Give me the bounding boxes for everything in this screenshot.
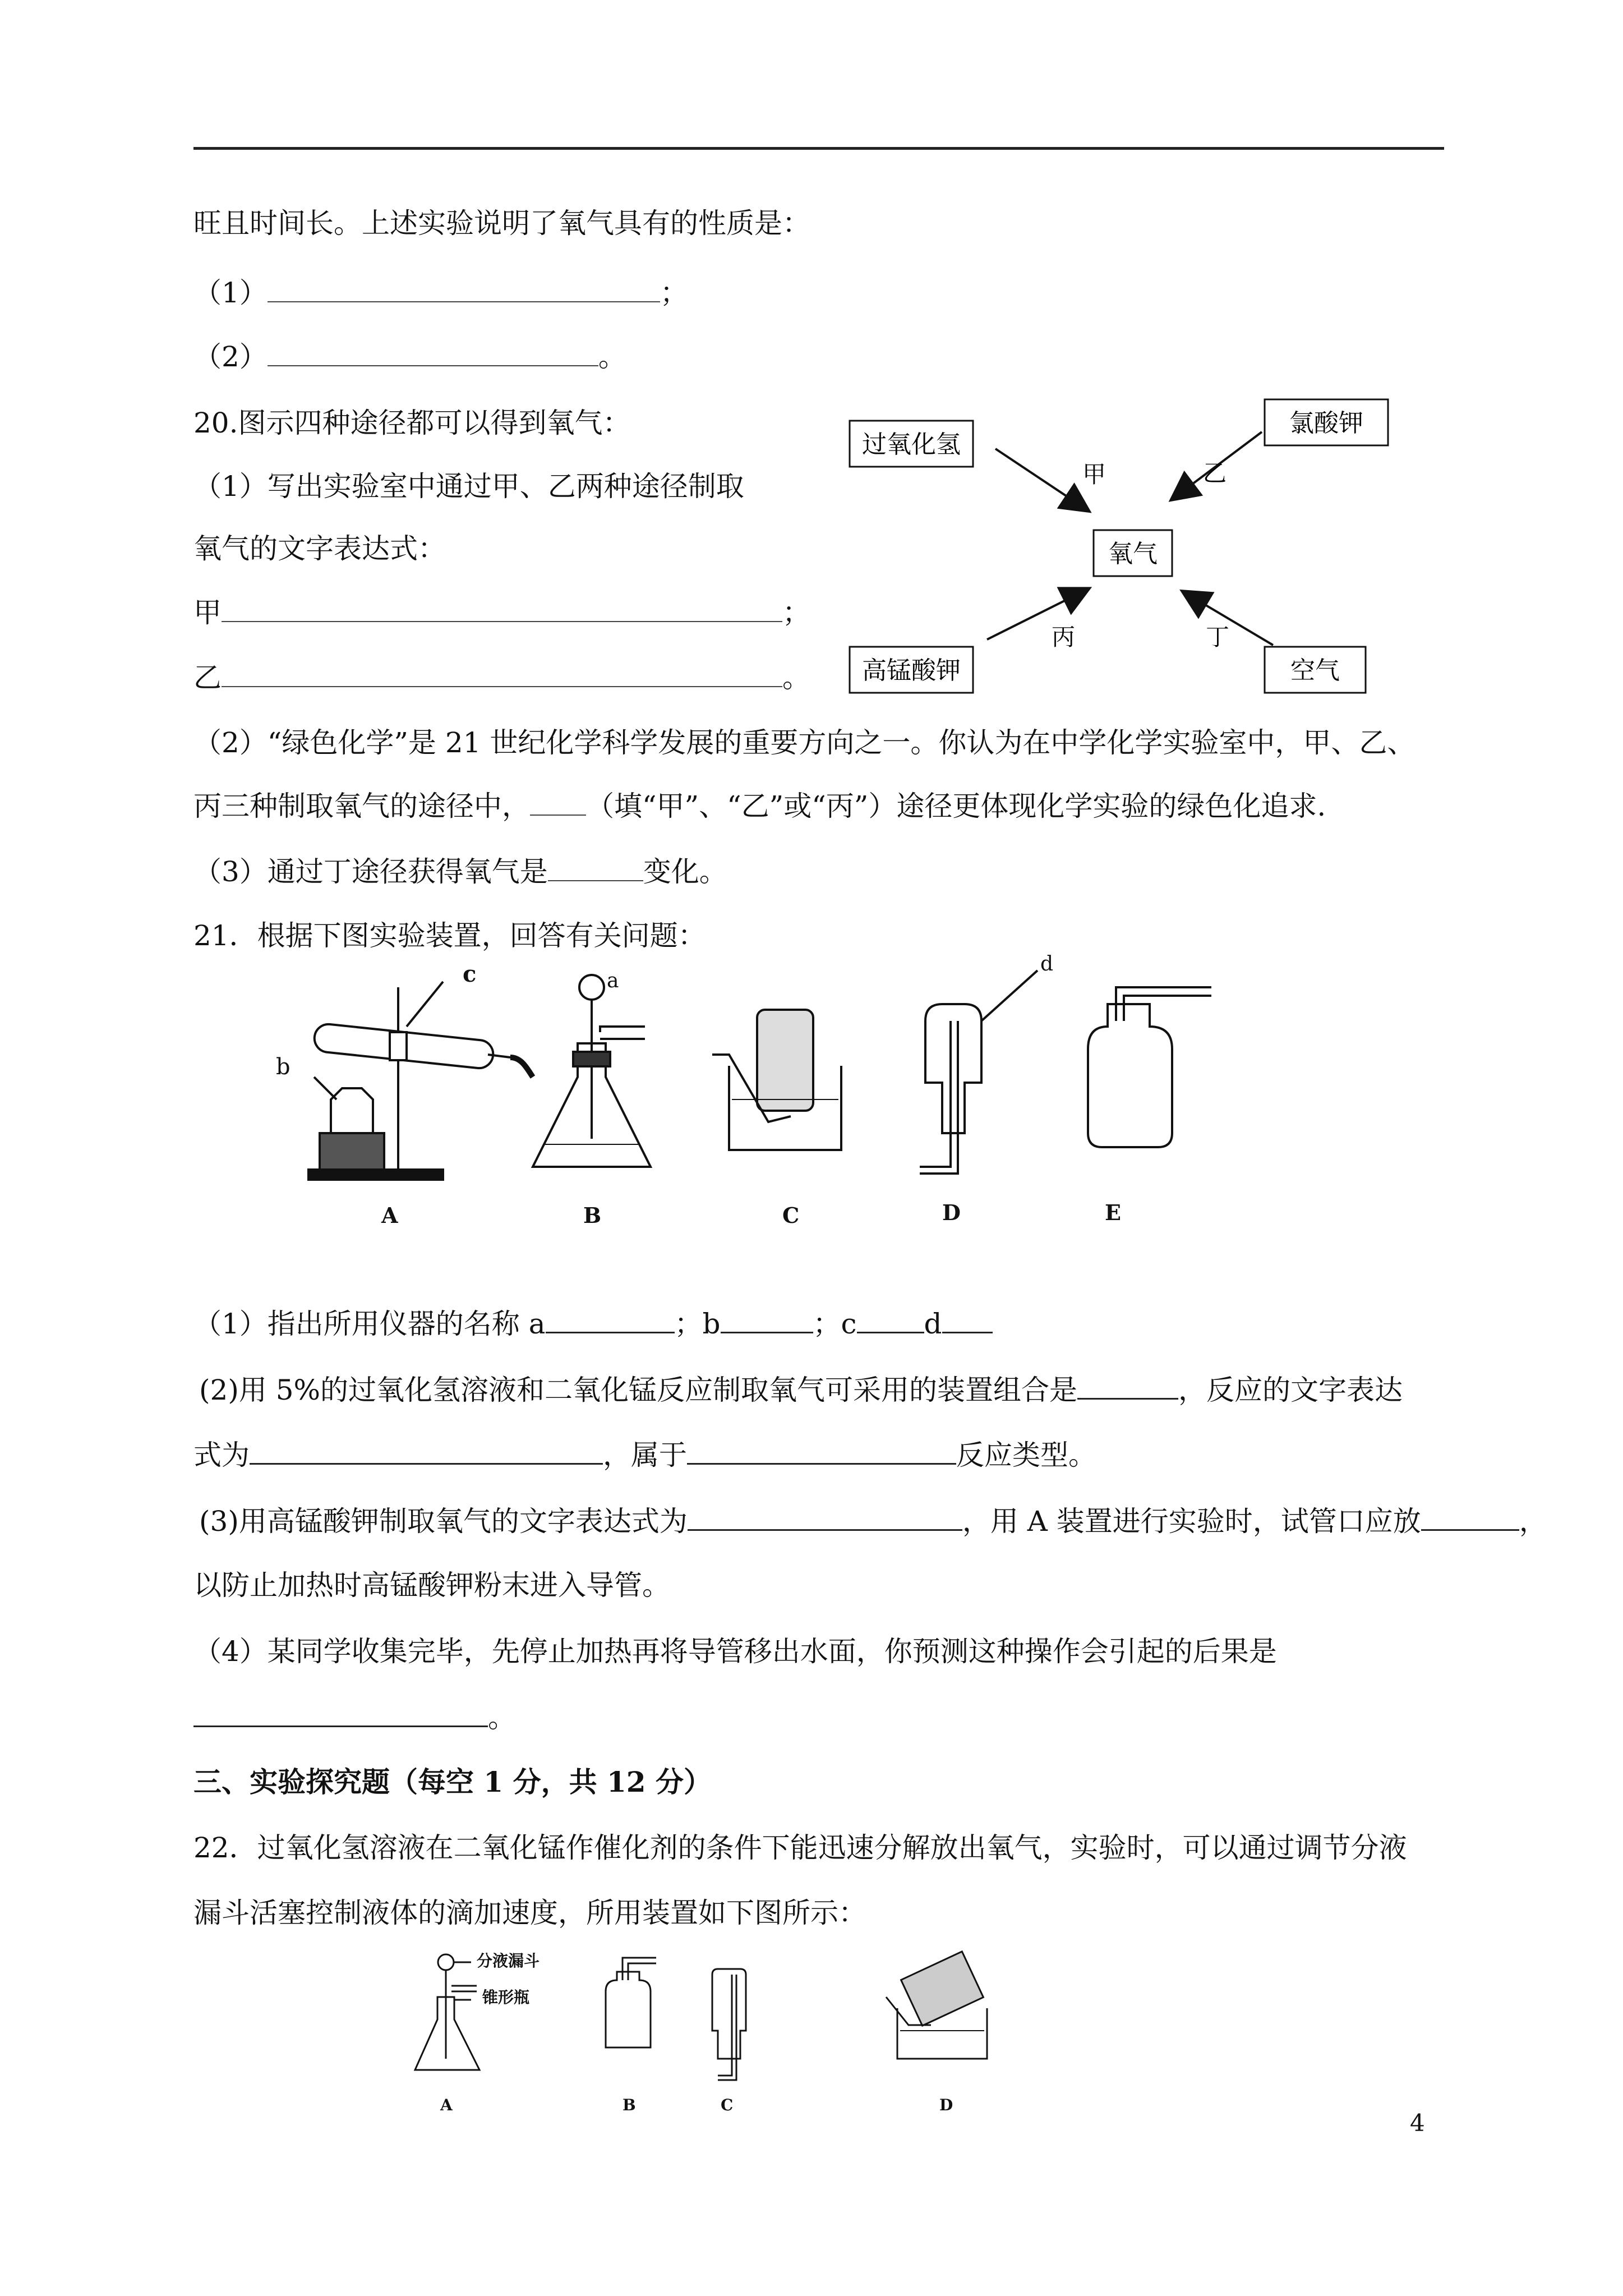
label22-a: A [440,2096,453,2114]
blank-d[interactable] [942,1307,993,1333]
oxygen-pathway-diagram [847,393,1396,707]
text-line-1: 旺且时间长。上述实验说明了氧气具有的性质是： [193,207,810,240]
question-21-2a: (2)用 5%的过氧化氢溶液和二氧化锰反应制取氧气可采用的装置组合是 ，反应的文字表达 [199,1374,1403,1406]
answer-yi: 乙 。 [193,661,810,694]
apparatus-e [1088,987,1211,1147]
apparatus22-d [886,1952,987,2059]
label22-c: C [721,2096,734,2114]
question-20-2b: 丙三种制取氧气的途径中， （填“甲”、“乙”或“丙”）途径更体现化学实验的绿色化追求. [193,790,1326,822]
label-b: B [583,1203,602,1228]
apparatus-q21 [264,953,1251,1234]
apparatus-c [712,1010,841,1150]
question-22a: 22．过氧化氢溶液在二氧化锰作催化剂的条件下能迅速分解放出氧气，实验时，可以通过调节分液 [193,1832,1407,1864]
question-20-3: （3）通过丁途径获得氧气是 变化。 [193,855,727,888]
label22-b: B [623,2096,636,2114]
question-21-3b: 以防止加热时高锰酸钾粉末进入导管。 [193,1569,670,1602]
question-21-2b: 式为 ，属于 反应类型。 [193,1439,1096,1471]
label22-d: D [939,2096,953,2114]
label-funnel: 分液漏斗 [477,1952,540,1970]
blank-equation-1[interactable] [250,1438,603,1465]
blank-reaction-type[interactable] [687,1438,956,1465]
label-part-d: d [1040,953,1054,976]
apparatus22-a [415,1954,479,2070]
arrow-jia [995,449,1088,510]
question-21-1: （1）指出所用仪器的名称 a ；b ；c d [193,1306,993,1342]
question-20-1b: 氧气的文字表达式： [193,532,446,565]
label-kmno4: 高锰酸钾 [862,656,961,685]
blank-a[interactable] [546,1307,675,1333]
label-yi: 乙 [1203,459,1227,487]
header-rule [193,147,1444,150]
blank-green[interactable] [530,790,586,816]
label-o2: 氧气 [1108,540,1158,568]
label-air: 空气 [1290,656,1340,685]
apparatus22-c [712,1969,746,2080]
label-bing: 丙 [1052,623,1076,651]
blank-consequence[interactable] [193,1701,488,1727]
label-part-b: b [276,1054,291,1080]
apparatus-b [533,975,651,1167]
blank-jia[interactable] [222,596,782,622]
apparatus-a [308,982,533,1180]
label-a: A [381,1203,398,1228]
blank-1[interactable] [268,277,660,302]
question-22b: 漏斗活塞控制液体的滴加速度，所用装置如下图所示： [193,1897,866,1929]
label-jia: 甲 [1082,461,1106,488]
blank-yi[interactable] [222,661,782,687]
apparatus-d [920,970,1038,1174]
answer-line-1: （1） ； [193,277,688,309]
label-c: C [782,1203,800,1228]
section-3-heading: 三、实验探究题（每空 1 分，共 12 分） [193,1765,712,1798]
page-number: 4 [1410,2109,1425,2137]
label-ding: 丁 [1206,623,1230,651]
blank-equation-2[interactable] [688,1504,962,1531]
blank-2[interactable] [268,341,598,366]
blank-ding[interactable] [548,855,643,881]
label-part-a: a [607,969,619,992]
answer-jia: 甲 ； [193,596,810,629]
apparatus-q22 [404,1947,1099,2115]
label-flask: 锥形瓶 [482,1988,530,2007]
blank-combo[interactable] [1077,1373,1178,1400]
question-20: 20.图示四种途径都可以得到氧气： [193,407,631,439]
blank-c[interactable] [857,1307,924,1333]
label-kclo3: 氯酸钾 [1289,409,1363,438]
label-d: D [942,1200,961,1225]
answer-line-2: （2） 。 [193,341,626,373]
label-e: E [1105,1200,1121,1225]
blank-b[interactable] [721,1307,813,1333]
question-21-3a: (3)用高锰酸钾制取氧气的文字表达式为 ，用 A 装置进行实验时，试管口应放 ， [199,1505,1547,1538]
label-part-c: c [463,961,477,987]
label-h2o2: 过氧化氢 [862,430,961,459]
apparatus22-b [606,1958,656,2047]
question-20-1a: （1）写出实验室中通过甲、乙两种途径制取 [193,470,744,503]
question-21-4: （4）某同学收集完毕，先停止加热再将导管移出水面，你预测这种操作会引起的后果是 [193,1635,1277,1668]
question-20-2a: （2）“绿色化学”是 21 世纪化学科学发展的重要方向之一。你认为在中学化学实验室中，甲、乙、 [193,726,1415,759]
blank-cotton[interactable] [1421,1504,1519,1531]
question-21-4b: 。 [193,1700,516,1736]
question-21: 21．根据下图实验装置，回答有关问题： [193,919,706,952]
